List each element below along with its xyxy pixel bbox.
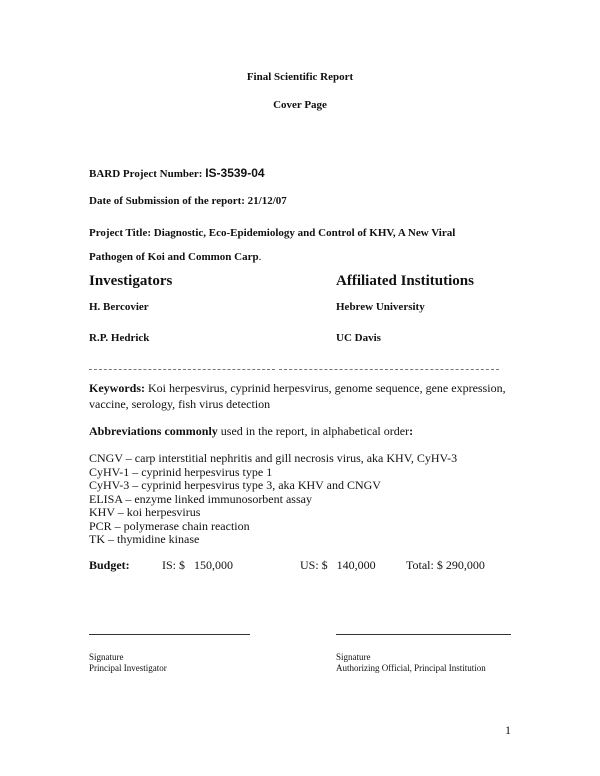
abbreviation-item: CNGV – carp interstitial nephritis and gill necrosis virus, aka KHV, CyHV-3: [89, 451, 458, 465]
investigator-name: H. Bercovier: [89, 301, 149, 313]
abbreviations-heading-rest: used in the report, in alphabetical order: [217, 424, 410, 438]
budget-label: Budget:: [89, 558, 130, 572]
signature-line-left: [89, 634, 250, 635]
institutions-heading: Affiliated Institutions: [336, 273, 474, 289]
investigator-name: R.P. Hedrick: [89, 332, 150, 344]
budget-total: Total: $ 290,000: [406, 558, 485, 572]
report-subtitle: Cover Page: [273, 99, 327, 111]
signature-role-left: Principal Investigator: [89, 663, 167, 673]
abbreviation-item: CyHV-3 – cyprinid herpesvirus type 3, aka KHV and CNGV: [89, 478, 381, 492]
budget-is: IS: $ 150,000: [162, 558, 234, 572]
budget-us: US: $ 140,000: [300, 558, 376, 572]
project-title-line-2-text: Pathogen of Koi and Common Carp: [89, 251, 259, 263]
abbreviation-item: ELISA – enzyme linked immunosorbent assay: [89, 492, 312, 506]
project-number-value: IS-3539-04: [205, 166, 265, 180]
project-number: [89, 166, 265, 180]
signature-role-right: Authorizing Official, Principal Institution: [336, 663, 486, 673]
abbreviation-item: KHV – koi herpesvirus: [89, 505, 201, 519]
abbreviations-heading-colon: :: [409, 424, 414, 438]
project-title-line-2: [89, 251, 261, 263]
report-title: Final Scientific Report: [246, 71, 354, 83]
project-title-line-1: Project Title: Diagnostic, Eco-Epidemiology and Control of KHV, A New Viral: [89, 227, 456, 239]
keywords-label: Keywords:: [89, 381, 145, 395]
abbreviation-item: TK – thymidine kinase: [89, 532, 200, 546]
keywords-text-1: Koi herpesvirus, cyprinid herpesvirus, genome sequence, gene expression,: [145, 381, 506, 395]
signature-label-right: Signature: [336, 652, 371, 662]
institution-name: UC Davis: [336, 332, 381, 344]
project-title-period: .: [258, 251, 262, 263]
abbreviations-heading-bold: Abbreviations commonly: [89, 424, 218, 438]
investigators-heading: Investigators: [89, 273, 173, 289]
project-number-label: BARD Project Number:: [89, 168, 203, 180]
page-number: 1: [505, 723, 511, 737]
institution-name: Hebrew University: [336, 301, 425, 313]
section-divider-right: [279, 369, 499, 370]
signature-label-left: Signature: [89, 652, 124, 662]
signature-line-right: [336, 634, 511, 635]
abbreviation-item: PCR – polymerase chain reaction: [89, 519, 250, 533]
abbreviation-item: CyHV-1 – cyprinid herpesvirus type 1: [89, 465, 273, 479]
keywords-line-1: [89, 381, 506, 396]
keywords-line-2: vaccine, serology, fish virus detection: [89, 397, 271, 411]
submission-date: Date of Submission of the report: 21/12/07: [89, 195, 287, 207]
abbreviations-heading: [89, 424, 413, 439]
section-divider-left: [89, 369, 275, 370]
